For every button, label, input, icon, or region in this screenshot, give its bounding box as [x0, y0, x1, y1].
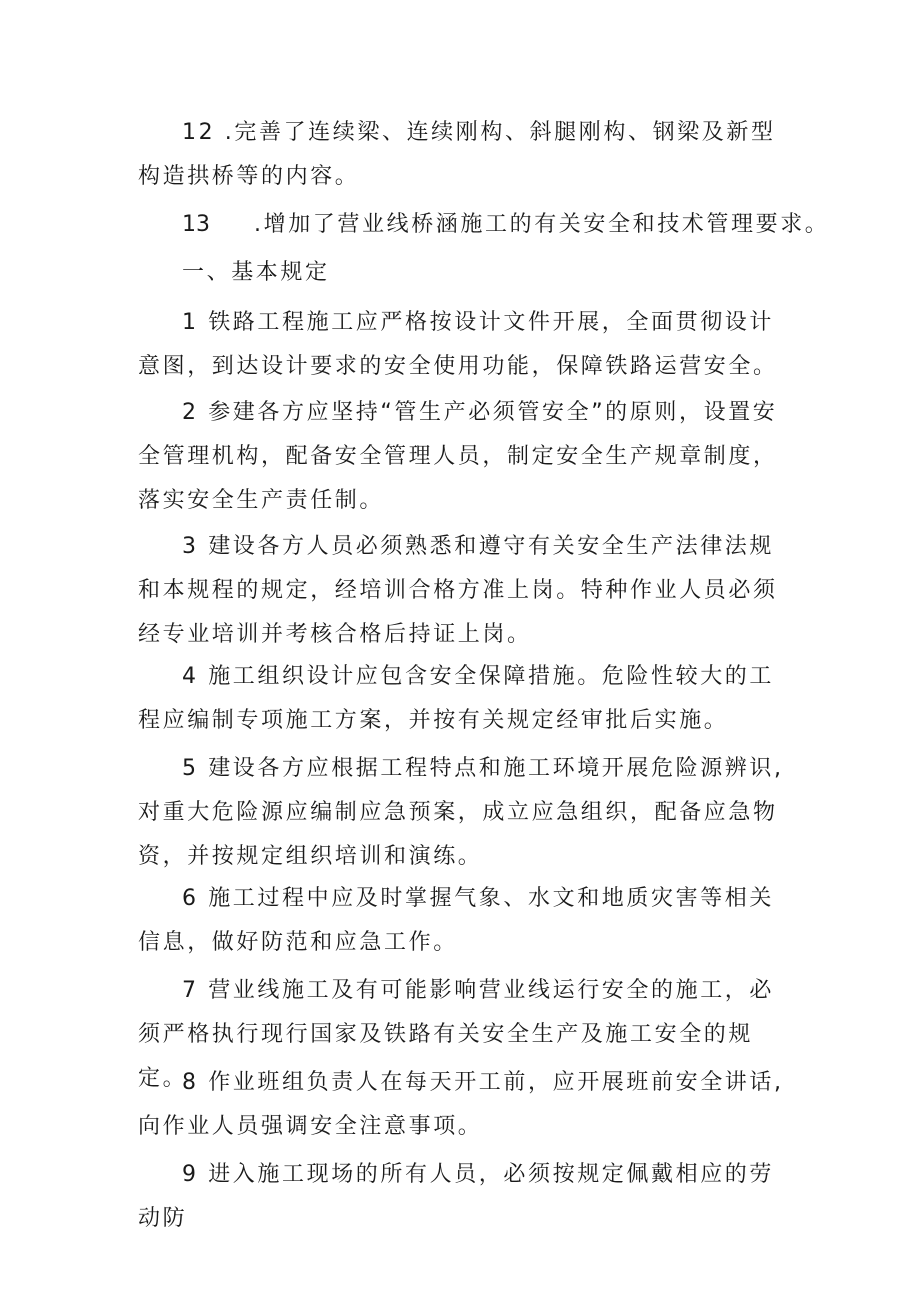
paragraph-13-text: .增加了营业线桥涵施工的有关安全和技术管理要求。 — [254, 212, 830, 237]
paragraph-4: 4 施工组织设计应包含安全保障措施。危险性较大的工程应编制专项施工方案，并按有关规定经审批后实施。 — [138, 664, 774, 733]
paragraph-1: 1 铁路工程施工应严格按设计文件开展，全面贯彻设计意图，到达设计要求的安全使用功能，保障铁路运营安全。 — [138, 310, 778, 379]
paragraph-8: 8 作业班组负责人在每天开工前，应开展班前安全讲话,向作业人员强调安全注意事项。 — [138, 1070, 784, 1139]
section-heading-basic-rules: 一、基本规定 — [182, 260, 330, 285]
paragraph-2: 2 参建各方应坚持“管生产必须管安全”的原则，设置安全管理机构，配备安全管理人员，制定安全生产规章制度，落实安全生产责任制。 — [138, 400, 778, 513]
paragraph-13-number: 13 — [182, 212, 210, 237]
paragraph-9: 9 进入施工现场的所有人员，必须按规定佩戴相应的劳动防 — [138, 1162, 774, 1231]
paragraph-6: 6 施工过程中应及时掌握气象、水文和地质灾害等相关信息，做好防范和应急工作。 — [138, 886, 774, 955]
paragraph-12: 12 .完善了连续梁、连续刚构、斜腿刚构、钢梁及新型构造拱桥等的内容。 — [138, 120, 776, 189]
paragraph-5: 5 建设各方应根据工程特点和施工环境开展危险源辨识,对重大危险源应编制应急预案，成立应急组织，配备应急物资，并按规定组织培训和演练。 — [138, 756, 784, 869]
paragraph-7: 7 营业线施工及有可能影响营业线运行安全的施工，必须严格执行现行国家及铁路有关安全生产及施工安全的规定。 — [138, 978, 774, 1091]
paragraph-3: 3 建设各方人员必须熟悉和遵守有关安全生产法律法规和本规程的规定，经培训合格方准上岗。特种作业人员必须经专业培训并考核合格后持证上岗。 — [138, 534, 778, 647]
